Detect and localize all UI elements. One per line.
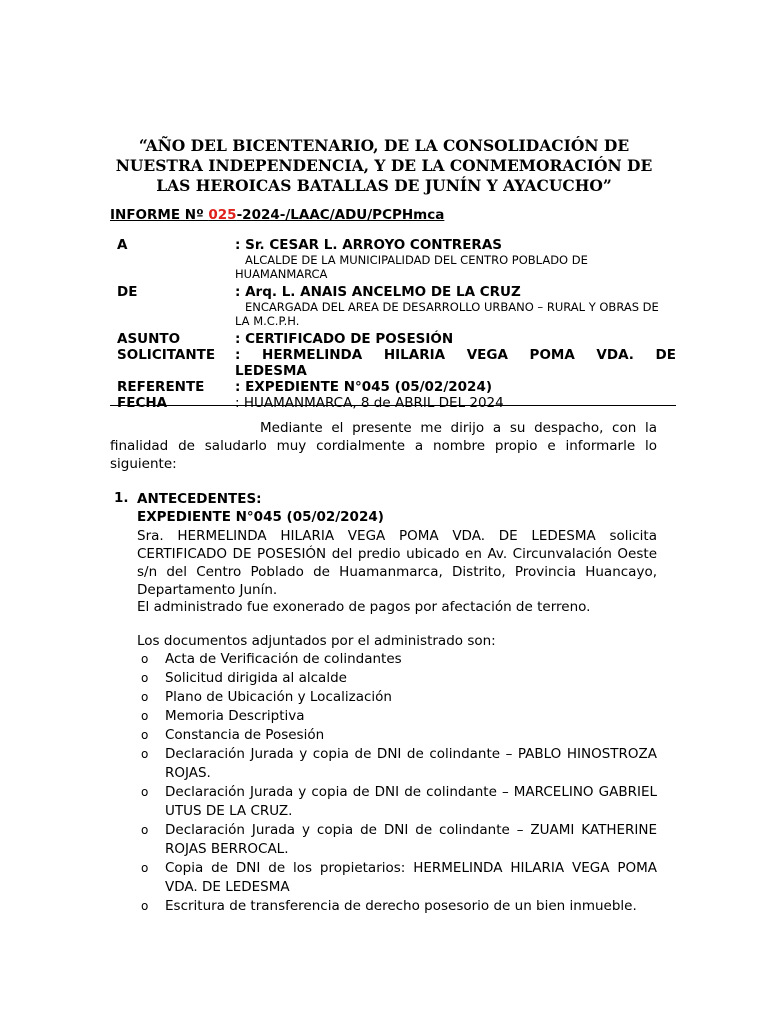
header-value-referente: : EXPEDIENTE N°045 (05/02/2024) <box>235 379 493 395</box>
header-label-a: A <box>117 237 128 253</box>
document-list-item <box>137 669 657 688</box>
section-title-text: ANTECEDENTES: <box>137 491 262 507</box>
header-value-asunto: : CERTIFICADO DE POSESIÓN <box>235 331 454 347</box>
header-label-referente: REFERENTE <box>117 379 205 395</box>
header-label-de: DE <box>117 284 138 300</box>
header-row-solicitante <box>110 347 676 379</box>
document-list-item-text: Solicitud dirigida al alcalde <box>165 670 347 686</box>
header-block <box>110 237 676 411</box>
report-prefix: INFORME Nº <box>110 207 209 223</box>
header-value-fecha: : HUAMANMARCA, 8 de ABRIL DEL 2024 <box>235 395 504 411</box>
list-bullet: o <box>141 652 149 666</box>
section-body: Sra. HERMELINDA HILARIA VEGA POMA VDA. DE LEDESMA solicita CERTIFICADO DE POSESIÓN del predio ubicado en Av. Circunvalación Oeste s/n del Centro Poblado de Huamanmarca, Distrito, Provincia Huancayo, Departamento Junín. <box>137 528 657 598</box>
document-list-item-text: Declaración Jurada y copia de DNI de colindante – ZUAMI KATHERINE ROJAS BERROCAL. <box>165 822 657 857</box>
list-bullet: o <box>141 747 149 761</box>
report-number-value: 025 <box>208 207 237 223</box>
document-list-item <box>137 745 657 783</box>
section-subtitle-text: EXPEDIENTE N°045 (05/02/2024) <box>137 509 384 525</box>
docs-intro: Los documentos adjuntados por el administrado son: <box>137 633 496 649</box>
document-list-item-text: Constancia de Posesión <box>165 727 325 743</box>
document-list-item <box>137 707 657 726</box>
section-title <box>137 490 657 508</box>
header-label-fecha: FECHA <box>117 395 168 411</box>
header-sub-de: ENCARGADA DEL AREA DE DESARROLLO URBANO – RURAL Y OBRAS DE LA M.C.P.H. <box>235 300 659 328</box>
list-bullet: o <box>141 899 149 913</box>
document-list-item-text: Declaración Jurada y copia de DNI de colindante – PABLO HINOSTROZA ROJAS. <box>165 746 657 781</box>
list-bullet: o <box>141 728 149 742</box>
header-value-a: : Sr. CESAR L. ARROYO CONTRERAS <box>235 237 502 253</box>
document-list-item <box>137 821 657 859</box>
list-bullet: o <box>141 709 149 723</box>
header-row-de <box>110 284 676 300</box>
report-number <box>110 207 444 223</box>
header-divider <box>110 405 676 406</box>
header-sub-a: ALCALDE DE LA MUNICIPALIDAD DEL CENTRO POBLADO DE HUAMANMARCA <box>235 253 588 281</box>
header-label-asunto: ASUNTO <box>117 331 181 347</box>
header-value-solicitante: : HERMELINDA HILARIA VEGA POMA VDA. DE LEDESMA <box>235 347 676 379</box>
list-bullet: o <box>141 690 149 704</box>
header-label-solicitante: SOLICITANTE <box>117 347 216 363</box>
documents-list <box>137 650 657 916</box>
document-list-item <box>137 688 657 707</box>
document-list-item-text: Escritura de transferencia de derecho posesorio de un bien inmueble. <box>165 898 637 914</box>
motto-line-2: NUESTRA INDEPENDENCIA, Y DE LA CONMEMORACIÓN DE <box>115 156 653 175</box>
header-row-asunto <box>110 331 676 347</box>
document-list-item-text: Declaración Jurada y copia de DNI de colindante – MARCELINO GABRIEL UTUS DE LA CRUZ. <box>165 784 657 819</box>
list-bullet: o <box>141 671 149 685</box>
year-motto <box>100 136 668 196</box>
document-list-item <box>137 783 657 821</box>
intro-paragraph: Mediante el presente me dirijo a su despacho, con la finalidad de saludarlo muy cordialmente a nombre propio e informarle lo siguiente: <box>110 420 657 472</box>
header-row-a <box>110 237 676 253</box>
document-list-item <box>137 859 657 897</box>
list-bullet: o <box>141 823 149 837</box>
report-suffix: -2024-/LAAC/ADU/PCPHmca <box>236 207 445 223</box>
document-list-item-text: Memoria Descriptiva <box>165 708 305 724</box>
motto-line-1: “AÑO DEL BICENTENARIO, DE LA CONSOLIDACIÓN DE <box>138 136 630 155</box>
header-value-de: : Arq. L. ANAIS ANCELMO DE LA CRUZ <box>235 284 521 300</box>
list-bullet: o <box>141 861 149 875</box>
document-list-item <box>137 897 657 916</box>
document-list-item <box>137 650 657 669</box>
document-list-item <box>137 726 657 745</box>
section-note: El administrado fue exonerado de pagos por afectación de terreno. <box>137 599 591 615</box>
section-subtitle <box>137 508 657 526</box>
header-row-referente <box>110 379 676 395</box>
document-list-item-text: Copia de DNI de los propietarios: HERMELINDA HILARIA VEGA POMA VDA. DE LEDESMA <box>165 860 657 895</box>
header-row-fecha <box>110 395 676 411</box>
document-list-item-text: Plano de Ubicación y Localización <box>165 689 392 705</box>
list-bullet: o <box>141 785 149 799</box>
motto-line-3: LAS HEROICAS BATALLAS DE JUNÍN Y AYACUCHO” <box>156 176 612 195</box>
section-number: 1. <box>114 490 129 506</box>
document-list-item-text: Acta de Verificación de colindantes <box>165 651 402 667</box>
